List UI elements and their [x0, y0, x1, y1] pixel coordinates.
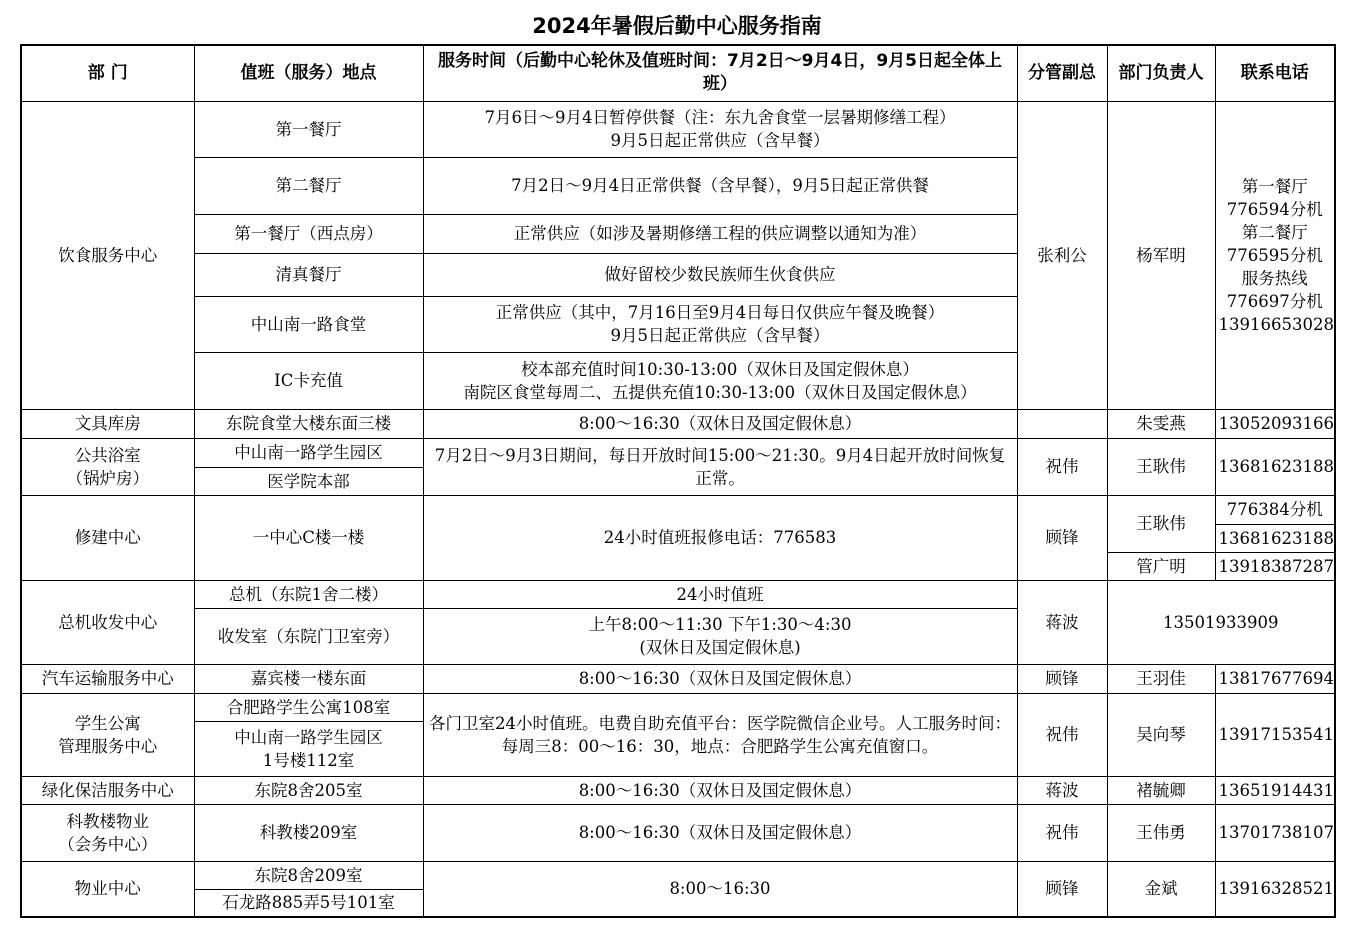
vp-cell: 祝伟 [1017, 438, 1107, 495]
location-cell: 中山南一路食堂 [194, 296, 423, 352]
header-head: 部门负责人 [1107, 45, 1215, 101]
table-row [21, 438, 1335, 467]
time-cell: 8:00～16:30（双休日及国定假休息） [423, 664, 1017, 693]
location-cell: 收发室（东院门卫室旁） [194, 608, 423, 664]
time-cell: 各门卫室24小时值班。电费自助充值平台：医学院微信企业号。人工服务时间：每周三8：00～16：30，地点：合肥路学生公寓充值窗口。 [423, 693, 1017, 776]
time-cell: 7月2日～9月3日期间，每日开放时间15:00～21:30。9月4日起开放时间恢复正常。 [423, 438, 1017, 495]
table-row [21, 580, 1335, 608]
vp-cell: 顾锋 [1017, 664, 1107, 693]
time-cell: 8:00～16:30（双休日及国定假休息） [423, 409, 1017, 438]
time-cell: 校本部充值时间10:30-13:00（双休日及国定假休息） 南院区食堂每周二、五提供充值10:30-13:00（双休日及国定假休息） [423, 352, 1017, 409]
table-row [21, 409, 1335, 438]
location-cell: 中山南一路学生园区 1号楼112室 [194, 721, 423, 776]
table-row [21, 861, 1335, 889]
head-cell: 金斌 [1107, 861, 1215, 917]
vp-cell: 祝伟 [1017, 693, 1107, 776]
table-row [21, 495, 1335, 524]
location-cell: 中山南一路学生园区 [194, 438, 423, 467]
location-cell: 东院食堂大楼东面三楼 [194, 409, 423, 438]
table-row [21, 804, 1335, 861]
dept-cell: 绿化保洁服务中心 [21, 776, 194, 804]
location-cell: 第一餐厅 [194, 101, 423, 157]
head-cell: 王耿伟 [1107, 495, 1215, 552]
dept-cell: 总机收发中心 [21, 580, 194, 664]
header-row [21, 45, 1335, 101]
head-cell: 王伟勇 [1107, 804, 1215, 861]
table-row [21, 693, 1335, 721]
time-cell: 24小时值班报修电话：776583 [423, 495, 1017, 580]
vp-cell: 张利公 [1017, 101, 1107, 409]
location-cell: 石龙路885弄5号101室 [194, 889, 423, 917]
phone-cell: 13916328521 [1215, 861, 1335, 917]
location-cell: 合肥路学生公寓108室 [194, 693, 423, 721]
phone-cell: 13651914431 [1215, 776, 1335, 804]
location-cell: 嘉宾楼一楼东面 [194, 664, 423, 693]
table-row [21, 664, 1335, 693]
table-row [21, 101, 1335, 157]
phone-cell: 13501933909 [1107, 580, 1335, 664]
dept-cell: 饮食服务中心 [21, 101, 194, 409]
dept-cell: 物业中心 [21, 861, 194, 917]
time-cell: 8:00～16:30（双休日及国定假休息） [423, 776, 1017, 804]
page-title: 2024年暑假后勤中心服务指南 [532, 14, 822, 38]
location-cell: 总机（东院1舍二楼） [194, 580, 423, 608]
phone-cell: 776384分机 [1215, 495, 1335, 524]
location-cell: 一中心C楼一楼 [194, 495, 423, 580]
head-cell: 朱雯燕 [1107, 409, 1215, 438]
header-phone: 联系电话 [1215, 45, 1335, 101]
head-cell: 王羽佳 [1107, 664, 1215, 693]
time-cell: 24小时值班 [423, 580, 1017, 608]
phone-cell: 13918387287 [1215, 552, 1335, 580]
service-guide-table [20, 44, 1336, 918]
location-cell: 东院8舍205室 [194, 776, 423, 804]
time-cell: 上午8:00～11:30 下午1:30～4:30 (双休日及国定假休息) [423, 608, 1017, 664]
vp-cell: 顾锋 [1017, 861, 1107, 917]
vp-cell: 蒋波 [1017, 776, 1107, 804]
location-cell: 东院8舍209室 [194, 861, 423, 889]
time-cell: 做好留校少数民族师生伙食供应 [423, 253, 1017, 296]
header-location: 值班（服务）地点 [194, 45, 423, 101]
vp-cell: 顾锋 [1017, 495, 1107, 580]
location-cell: 第一餐厅（西点房） [194, 214, 423, 253]
dept-cell: 文具库房 [21, 409, 194, 438]
time-cell: 正常供应（如涉及暑期修缮工程的供应调整以通知为准） [423, 214, 1017, 253]
dept-cell: 汽车运输服务中心 [21, 664, 194, 693]
header-dept: 部 门 [21, 45, 194, 101]
phone-cell: 13052093166 [1215, 409, 1335, 438]
location-cell: 医学院本部 [194, 467, 423, 495]
dept-cell: 学生公寓 管理服务中心 [21, 693, 194, 776]
time-cell: 7月2日～9月4日正常供餐（含早餐），9月5日起正常供餐 [423, 157, 1017, 214]
time-cell: 8:00～16:30（双休日及国定假休息） [423, 804, 1017, 861]
header-time: 服务时间（后勤中心轮休及值班时间：7月2日～9月4日，9月5日起全体上班） [423, 45, 1017, 101]
vp-cell [1017, 409, 1107, 438]
header-vp: 分管副总 [1017, 45, 1107, 101]
time-cell: 正常供应（其中，7月16日至9月4日每日仅供应午餐及晚餐） 9月5日起正常供应（含早餐） [423, 296, 1017, 352]
phone-cell: 13817677694 [1215, 664, 1335, 693]
location-cell: 第二餐厅 [194, 157, 423, 214]
phone-cell: 13917153541 [1215, 693, 1335, 776]
head-cell: 王耿伟 [1107, 438, 1215, 495]
time-cell: 7月6日～9月4日暂停供餐（注：东九舍食堂一层暑期修缮工程） 9月5日起正常供应（含早餐） [423, 101, 1017, 157]
dept-cell: 修建中心 [21, 495, 194, 580]
vp-cell: 祝伟 [1017, 804, 1107, 861]
location-cell: 科教楼209室 [194, 804, 423, 861]
location-cell: 清真餐厅 [194, 253, 423, 296]
phone-cell: 第一餐厅 776594分机 第二餐厅 776595分机 服务热线 776697分机 13916653028 [1215, 101, 1335, 409]
dept-cell: 公共浴室 （锅炉房） [21, 438, 194, 495]
phone-cell: 13701738107 [1215, 804, 1335, 861]
head-cell: 杨军明 [1107, 101, 1215, 409]
phone-cell: 13681623188 [1215, 438, 1335, 495]
time-cell: 8:00～16:30 [423, 861, 1017, 917]
phone-cell: 13681623188 [1215, 524, 1335, 552]
location-cell: IC卡充值 [194, 352, 423, 409]
head-cell: 吴向琴 [1107, 693, 1215, 776]
dept-cell: 科教楼物业 （会务中心） [21, 804, 194, 861]
vp-cell: 蒋波 [1017, 580, 1107, 664]
head-cell: 管广明 [1107, 552, 1215, 580]
table-row [21, 776, 1335, 804]
head-cell: 褚毓卿 [1107, 776, 1215, 804]
